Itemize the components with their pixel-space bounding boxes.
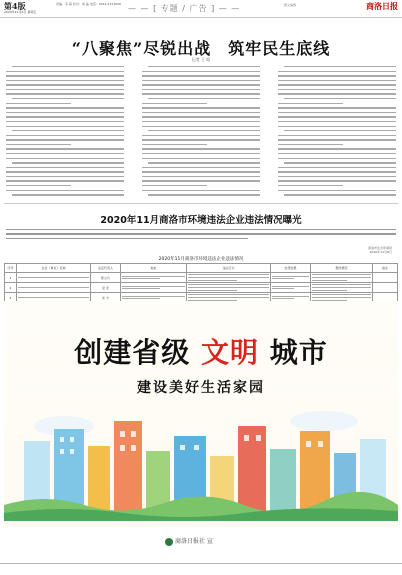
notice-title: 2020年11月商洛市环境违法企业违法情况曝光 bbox=[100, 215, 302, 226]
table-cell bbox=[373, 283, 398, 293]
signoff-date: 2020年11月6日 bbox=[369, 250, 392, 254]
signoff-agency: 商洛市生态环境局 bbox=[367, 246, 392, 250]
notice-signoff bbox=[368, 246, 392, 254]
table-cell: 1 bbox=[5, 273, 17, 283]
masthead bbox=[0, 0, 402, 18]
table-cell bbox=[187, 273, 271, 283]
table-cell: 朱 方 bbox=[91, 293, 121, 303]
poster-title bbox=[4, 331, 398, 371]
header-cell: 地址 bbox=[121, 264, 187, 273]
poster-title-suffix: 城市 bbox=[269, 336, 328, 369]
article-column-3 bbox=[278, 66, 396, 200]
table-cell: 3 bbox=[5, 293, 17, 303]
table-title: 2020年11月商洛市环境违法企业违法情况 bbox=[158, 257, 244, 262]
table-header-row bbox=[5, 264, 398, 273]
notice-intro bbox=[6, 229, 396, 242]
table-cell bbox=[311, 283, 373, 293]
editor-credits: 责编：李 超 校对：刘 晶 电话：0914-2311806 bbox=[56, 2, 121, 6]
violations-table bbox=[4, 263, 398, 303]
article-column-1 bbox=[6, 66, 124, 200]
header-cell: 企业（单位）名称 bbox=[17, 264, 91, 273]
poster-subtitle: 建设美好生活家园 bbox=[137, 380, 265, 396]
table-cell bbox=[271, 273, 311, 283]
table-cell bbox=[121, 273, 187, 283]
table-row bbox=[5, 273, 398, 283]
header-cell: 违法行为 bbox=[187, 264, 271, 273]
article-byline: 记者 王 晗 bbox=[191, 57, 211, 62]
header-cell: 备注 bbox=[373, 264, 398, 273]
publisher-credit bbox=[165, 536, 213, 546]
article-column-2 bbox=[142, 66, 260, 200]
poster-title-accent: 文明 bbox=[200, 336, 259, 369]
civic-poster bbox=[4, 301, 398, 557]
table-cell: 2 bbox=[5, 283, 17, 293]
table-cell bbox=[121, 283, 187, 293]
header-cell: 序号 bbox=[5, 264, 17, 273]
poster-footer bbox=[4, 527, 398, 557]
newspaper-brand: 商洛日报 bbox=[366, 1, 398, 11]
header-cell: 法定代表人 bbox=[91, 264, 121, 273]
table-cell: 陈立兵 bbox=[91, 273, 121, 283]
section-label: — — [ 专题 / 广告 ] — — bbox=[128, 4, 241, 13]
header-cell: 处罚结果 bbox=[271, 264, 311, 273]
publisher-name: 商洛日报社 宣 bbox=[175, 538, 213, 545]
section-divider bbox=[4, 203, 398, 204]
table-cell bbox=[17, 273, 91, 283]
city-skyline-illustration bbox=[4, 401, 398, 521]
table-row bbox=[5, 283, 398, 293]
article-headline: “八聚焦”尽锐出战 筑牢民生底线 bbox=[71, 39, 331, 58]
table-cell bbox=[17, 283, 91, 293]
table-cell bbox=[271, 283, 311, 293]
issue-date: 2020年11月6日 星期五 bbox=[4, 10, 37, 14]
table-cell: 吴 宏 bbox=[91, 283, 121, 293]
page-number: 第4版 bbox=[4, 1, 26, 11]
footer-bar bbox=[0, 563, 402, 575]
header-cell: 整改情况 bbox=[311, 264, 373, 273]
table-cell bbox=[373, 273, 398, 283]
publisher-logo-icon bbox=[165, 538, 173, 546]
table-cell bbox=[311, 273, 373, 283]
table-cell bbox=[187, 283, 271, 293]
poster-title-prefix: 创建省级 bbox=[74, 336, 191, 369]
section-right-label: 图文编辑 bbox=[284, 3, 297, 7]
